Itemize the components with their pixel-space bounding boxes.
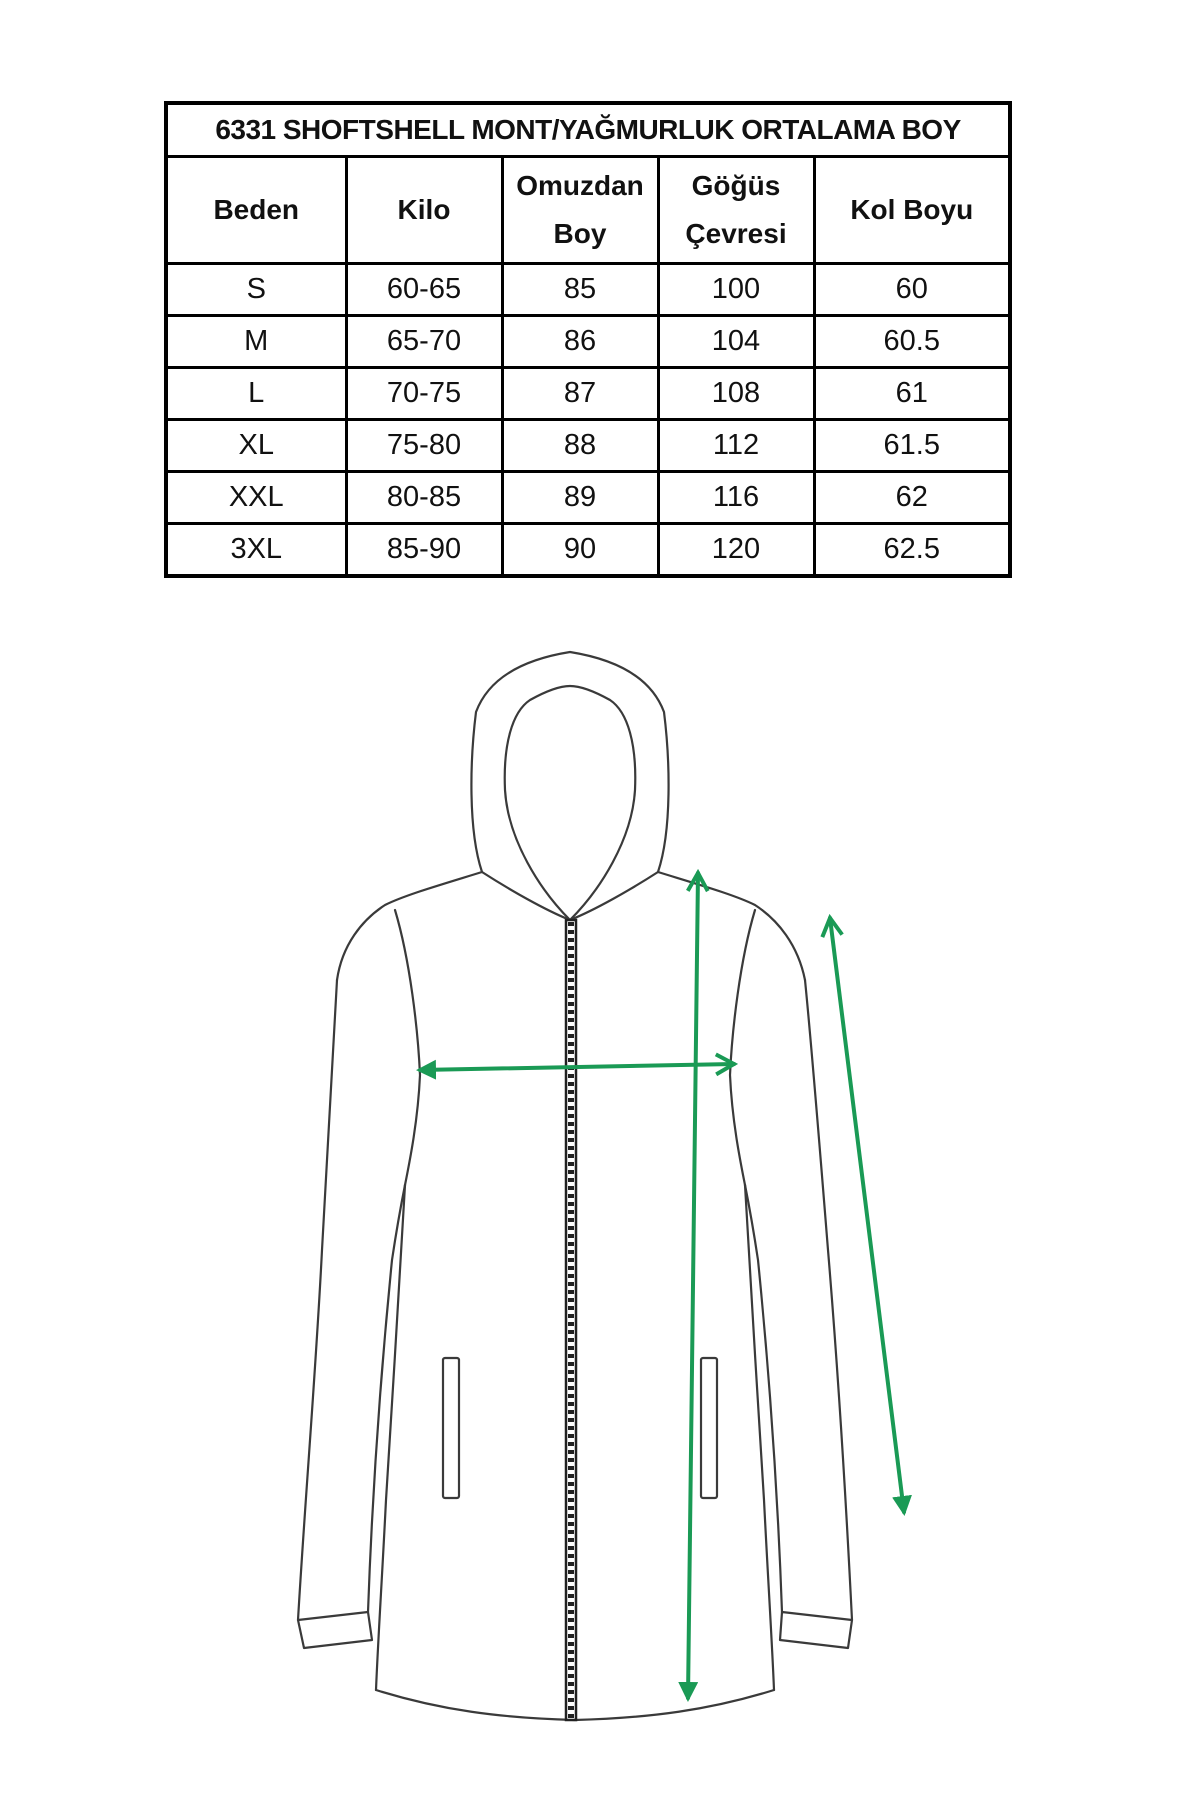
hood-inner xyxy=(505,686,636,920)
cell-kilo: 60-65 xyxy=(346,264,502,316)
hood-base-left xyxy=(482,872,570,920)
left-cuff xyxy=(298,1612,372,1648)
cell-kilo: 70-75 xyxy=(346,368,502,420)
cell-kol-boyu: 61 xyxy=(814,368,1010,420)
header-omuzdan-line1: Omuzdan xyxy=(516,170,644,201)
header-gogus-line2: Çevresi xyxy=(685,218,787,249)
cell-kol-boyu: 60.5 xyxy=(814,316,1010,368)
cell-kilo: 75-80 xyxy=(346,420,502,472)
right-sleeve-inner xyxy=(745,1185,782,1612)
body-left-side xyxy=(376,1185,405,1690)
left-armhole-seam xyxy=(395,910,420,1185)
cell-gogus-cevresi: 112 xyxy=(658,420,814,472)
header-beden-line1: Beden xyxy=(213,194,300,225)
cell-kol-boyu: 62 xyxy=(814,472,1010,524)
cell-beden: S xyxy=(166,264,346,316)
cell-kilo: 80-85 xyxy=(346,472,502,524)
right-cuff xyxy=(780,1612,852,1648)
cell-gogus-cevresi: 116 xyxy=(658,472,814,524)
zipper-tape xyxy=(566,920,576,1720)
cell-beden: L xyxy=(166,368,346,420)
cell-kol-boyu: 60 xyxy=(814,264,1010,316)
cell-omuzdan-boy: 87 xyxy=(502,368,658,420)
left-sleeve-inner xyxy=(368,1185,405,1612)
right-pocket xyxy=(701,1358,717,1498)
header-kilo-line1: Kilo xyxy=(397,194,451,225)
zipper xyxy=(566,920,576,1720)
cell-gogus-cevresi: 100 xyxy=(658,264,814,316)
cell-kilo: 85-90 xyxy=(346,524,502,577)
body-right-side xyxy=(745,1185,774,1690)
cell-gogus-cevresi: 120 xyxy=(658,524,814,577)
cell-omuzdan-boy: 86 xyxy=(502,316,658,368)
cell-omuzdan-boy: 89 xyxy=(502,472,658,524)
right-shoulder xyxy=(658,872,805,980)
cell-beden: 3XL xyxy=(166,524,346,577)
cell-beden: XXL xyxy=(166,472,346,524)
hood-base-right xyxy=(570,872,658,920)
cell-beden: M xyxy=(166,316,346,368)
left-sleeve-outer xyxy=(298,980,337,1620)
cell-kilo: 65-70 xyxy=(346,316,502,368)
cell-gogus-cevresi: 104 xyxy=(658,316,814,368)
cell-omuzdan-boy: 88 xyxy=(502,420,658,472)
cell-gogus-cevresi: 108 xyxy=(658,368,814,420)
left-pocket xyxy=(443,1358,459,1498)
left-shoulder xyxy=(337,872,482,980)
right-armhole-seam xyxy=(730,910,755,1185)
body-length-arrow xyxy=(688,873,698,1698)
cell-kol-boyu: 62.5 xyxy=(814,524,1010,577)
cell-beden: XL xyxy=(166,420,346,472)
header-omuzdan-line2: Boy xyxy=(553,218,607,249)
header-kol-line1: Kol Boyu xyxy=(850,194,974,225)
header-gogus-line1: Göğüs xyxy=(691,170,781,201)
right-sleeve-outer xyxy=(805,980,852,1620)
cell-omuzdan-boy: 85 xyxy=(502,264,658,316)
cell-omuzdan-boy: 90 xyxy=(502,524,658,577)
table-title: 6331 SHOFTSHELL MONT/YAĞMURLUK ORTALAMA BOY xyxy=(166,103,1010,157)
cell-kol-boyu: 61.5 xyxy=(814,420,1010,472)
